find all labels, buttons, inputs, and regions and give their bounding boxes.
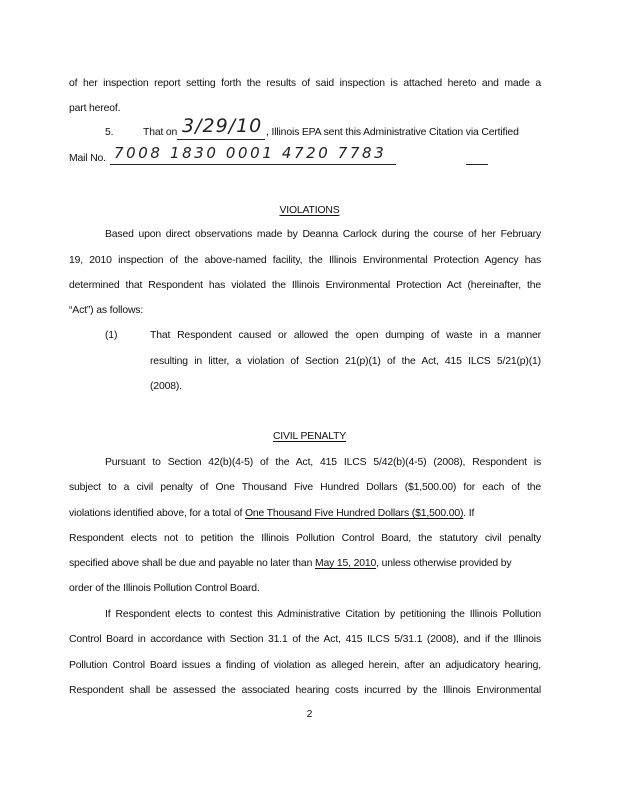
body-line: order of the Illinois Pollution Control Board.	[69, 583, 260, 594]
body-line: 19, 2010 inspection of the above-named facility, the Illinois Environmental Protection Agency has	[69, 255, 541, 266]
body-line: Pursuant to Section 42(b)(4-5) of the Act, 415 ILCS 5/42(b)(4-5) (2008), Respondent is	[105, 457, 541, 468]
text-segment: . If	[463, 508, 475, 519]
body-line: That Respondent caused or allowed the open dumping of waste in a manner	[150, 330, 541, 341]
body-line: If Respondent elects to contest this Administrative Citation by petitioning the Illinois Pollution	[105, 609, 541, 620]
body-line: Based upon direct observations made by Deanna Carlock during the course of her February	[105, 229, 541, 240]
due-date: May 15, 2010	[314, 558, 377, 569]
body-line: Control Board in accordance with Section 31.1 of the Act, 415 ILCS 5/31.1 (2008), and if the Illinois	[69, 634, 541, 645]
body-line: part hereof.	[69, 103, 121, 114]
mail-number-underline-end	[466, 164, 488, 165]
body-line: , Illinois EPA sent this Administrative Citation via Certified	[266, 127, 519, 138]
body-line: Respondent elects not to petition the Illinois Pollution Control Board, the statutory civil penalty	[69, 533, 541, 544]
handwritten-mail-number: 7008 1830 0001 4720 7783	[114, 144, 387, 162]
page-number: 2	[306, 709, 313, 720]
text-segment: violations identified above, for a total of	[69, 508, 245, 519]
section-heading: VIOLATIONS	[279, 205, 340, 216]
body-line: Pollution Control Board issues a finding of violation as alleged herein, after an adjudicatory hearing,	[69, 660, 541, 671]
total-penalty-amount: One Thousand Five Hundred Dollars ($1,500.00)	[244, 508, 464, 519]
body-line: of her inspection report setting forth the results of said inspection is attached hereto and made a	[69, 78, 541, 89]
body-line: “Act”) as follows:	[69, 305, 144, 316]
item-number: 5.	[105, 127, 114, 138]
mail-number-underline	[110, 164, 396, 165]
body-line: Mail No.	[69, 153, 106, 164]
text-segment: , unless otherwise provided by	[376, 558, 512, 569]
section-heading: CIVIL PENALTY	[272, 431, 347, 442]
body-line-with-date	[69, 557, 541, 570]
item-number: (1)	[105, 330, 118, 341]
handwritten-date: 3/29/10	[182, 115, 263, 137]
text-segment: specified above shall be due and payable no later than	[69, 558, 315, 569]
body-line: Respondent shall be assessed the associated hearing costs incurred by the Illinois Environmental	[69, 685, 541, 696]
body-line: resulting in litter, a violation of Section 21(p)(1) of the Act, 415 ILCS 5/21(p)(1)	[150, 356, 541, 367]
body-line: (2008).	[150, 381, 182, 392]
body-line: That on	[143, 127, 178, 138]
date-underline	[177, 139, 265, 140]
body-line: subject to a civil penalty of One Thousand Five Hundred Dollars ($1,500.00) for each of the	[69, 482, 541, 493]
body-line: determined that Respondent has violated the Illinois Environmental Protection Act (hereinafter, the	[69, 280, 541, 291]
body-line-with-amount	[69, 507, 541, 520]
